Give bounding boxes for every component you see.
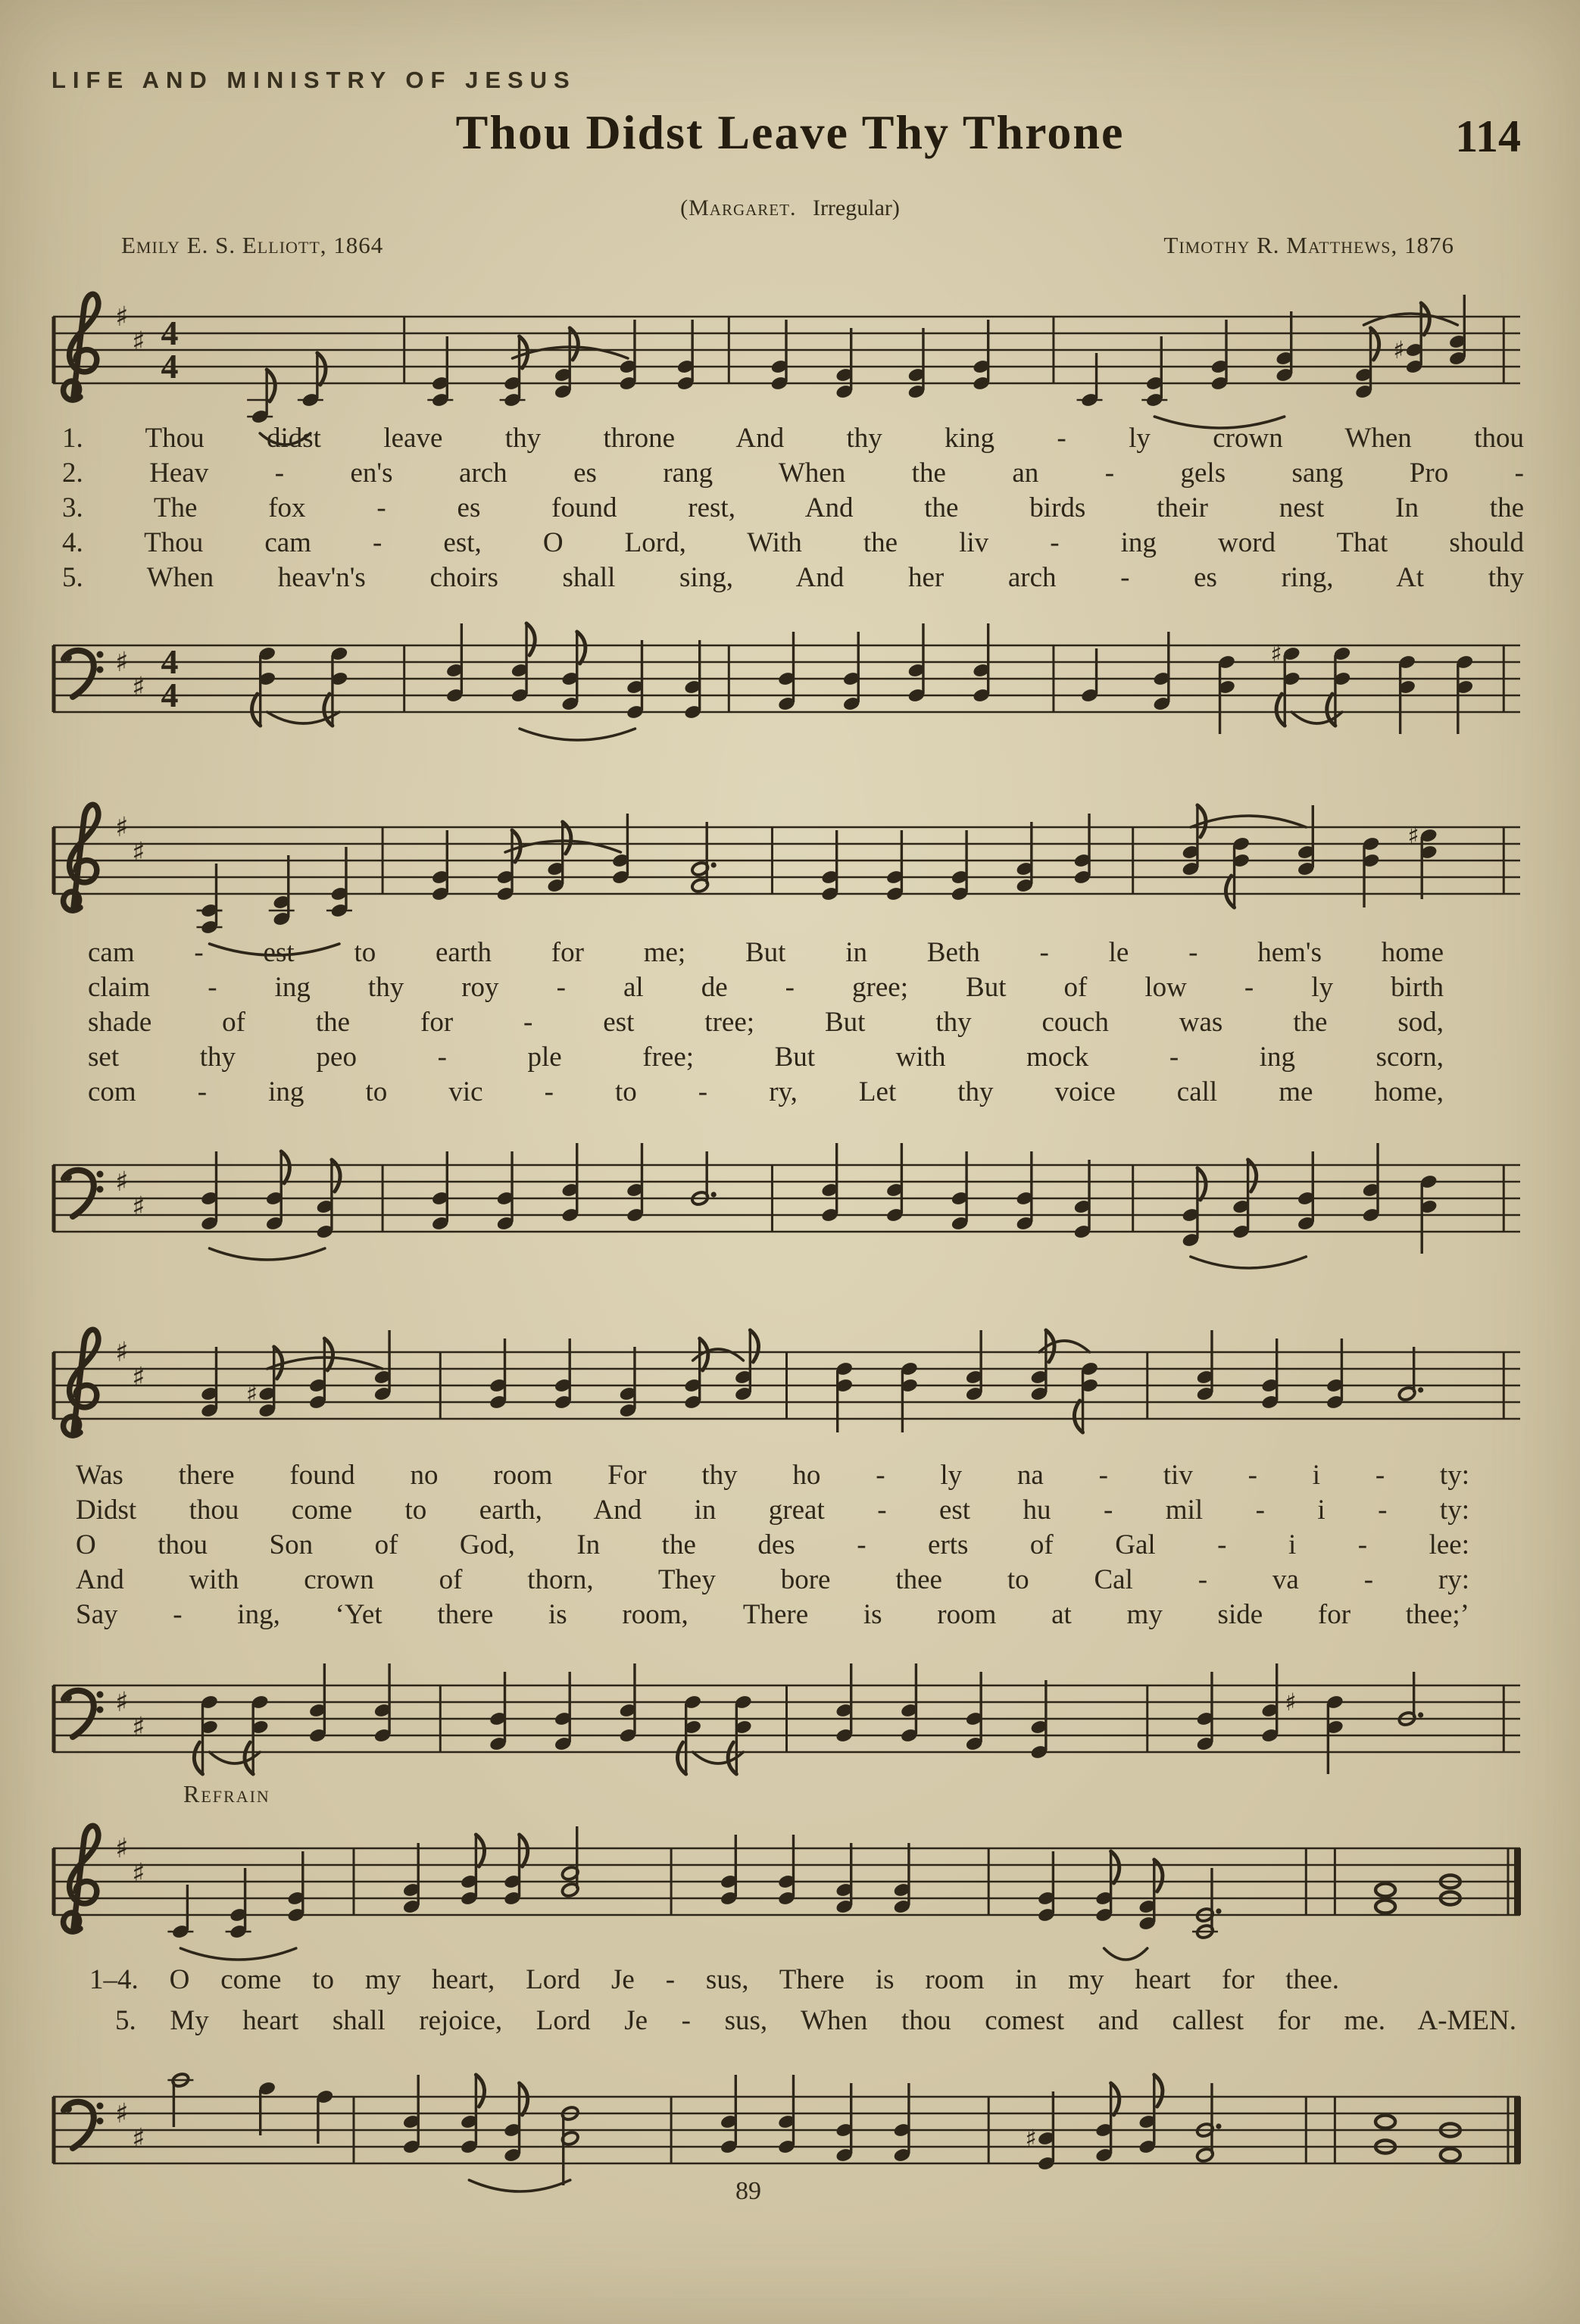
svg-text:♯: ♯	[245, 1379, 258, 1408]
svg-text:♯: ♯	[132, 2123, 145, 2154]
lyric-line: Say - ing, ‘Yet there is room, There is room at my side for thee;’	[76, 1599, 1469, 1630]
svg-text:♯: ♯	[115, 1833, 129, 1864]
lyric-line: And with crown of thorn, They bore thee to Cal - va - ry:	[76, 1564, 1469, 1595]
lyric-line: com - ing to vic - to - ry, Let thy voice call me home,	[88, 1076, 1444, 1107]
section-header: LIFE AND MINISTRY OF JESUS	[52, 67, 576, 93]
svg-text:♯: ♯	[132, 1712, 145, 1743]
composer-credit: Timothy R. Matthews, 1876	[1163, 232, 1454, 258]
svg-text:4: 4	[161, 347, 179, 386]
svg-text:♯: ♯	[115, 1167, 129, 1198]
lyric-line: 2. Heav - en's arch es rang When the an - gels sang Pro -	[62, 458, 1524, 489]
svg-text:♯: ♯	[115, 812, 129, 843]
bass-staff-system-3	[50, 1655, 1523, 1784]
treble-staff-system-1	[50, 286, 1523, 415]
svg-text:♯: ♯	[132, 837, 145, 868]
lyric-line: 1. Thou didst leave thy throne And thy king - ly crown When thou	[62, 423, 1524, 454]
svg-text:♯: ♯	[115, 1687, 129, 1718]
svg-text:♯: ♯	[1407, 821, 1419, 850]
lyric-line: 5. When heav'n's choirs shall sing, And her arch - es ring, At thy	[62, 562, 1524, 593]
svg-text:♯: ♯	[115, 647, 129, 678]
refrain-lyric-line: 1–4. O come to my heart, Lord Je - sus, There is room in my heart for thee.	[89, 1964, 1339, 1995]
svg-text:♯: ♯	[1025, 2124, 1037, 2153]
author-credit: Emily E. S. Elliott, 1864	[121, 232, 384, 258]
lyric-line: 3. The fox - es found rest, And the birds their nest In the	[62, 492, 1524, 523]
verse-block-3	[76, 1458, 1538, 1632]
svg-text:♯: ♯	[132, 1192, 145, 1223]
hymn-number: 114	[1455, 111, 1521, 161]
lyric-line: 4. Thou cam - est, O Lord, With the liv - ing word That should	[62, 527, 1524, 558]
tune-meter: Irregular)	[812, 195, 900, 220]
bass-staff-system-1	[50, 615, 1523, 744]
svg-text:♯: ♯	[132, 326, 145, 358]
svg-text:♯: ♯	[115, 2098, 129, 2129]
page-title: Thou Didst Leave Thy Throne	[455, 105, 1125, 159]
bass-staff-refrain	[50, 2066, 1523, 2195]
bass-staff-system-2	[50, 1135, 1523, 1264]
tune-line	[0, 195, 1580, 221]
svg-text:4: 4	[161, 642, 179, 681]
lyric-line: shade of the for - est tree; But thy couch was the sod,	[88, 1007, 1444, 1038]
lyric-line: claim - ing thy roy - al de - gree; But of low - ly birth	[88, 972, 1444, 1003]
treble-staff-system-2	[50, 797, 1523, 926]
refrain-label: Refrain	[183, 1780, 270, 1807]
page-number: 89	[735, 2177, 761, 2205]
verse-block-1	[62, 421, 1524, 595]
lyric-line: Was there found no room For thy ho - ly na - tiv - i - ty:	[76, 1460, 1469, 1491]
svg-text:♯: ♯	[132, 1362, 145, 1393]
treble-staff-system-3	[50, 1322, 1523, 1451]
lyric-line: Didst thou come to earth, And in great - est hu - mil - i - ty:	[76, 1495, 1469, 1526]
lyric-line: cam - est to earth for me; But in Beth - le - hem's home	[88, 937, 1444, 968]
svg-text:♯: ♯	[132, 672, 145, 703]
svg-text:4: 4	[161, 314, 179, 352]
svg-text:♯: ♯	[115, 1337, 129, 1368]
svg-text:♯: ♯	[115, 301, 129, 333]
svg-text:♯: ♯	[1285, 1688, 1297, 1716]
svg-text:♯: ♯	[132, 1858, 145, 1889]
lyric-line: O thou Son of God, In the des - erts of Gal - i - lee:	[76, 1529, 1469, 1560]
refrain-lyric-line: 5. My heart shall rejoice, Lord Je - sus, When thou comest and callest for me. A-MEN.	[115, 2005, 1516, 2036]
svg-text:♯: ♯	[1270, 639, 1282, 668]
svg-text:♯: ♯	[1393, 336, 1405, 364]
tune-name: (Margaret.	[680, 195, 797, 220]
lyric-line: set thy peo - ple free; But with mock - ing scorn,	[88, 1042, 1444, 1073]
treble-staff-refrain	[50, 1818, 1523, 1947]
verse-block-2	[88, 936, 1550, 1110]
svg-text:4: 4	[161, 676, 179, 714]
